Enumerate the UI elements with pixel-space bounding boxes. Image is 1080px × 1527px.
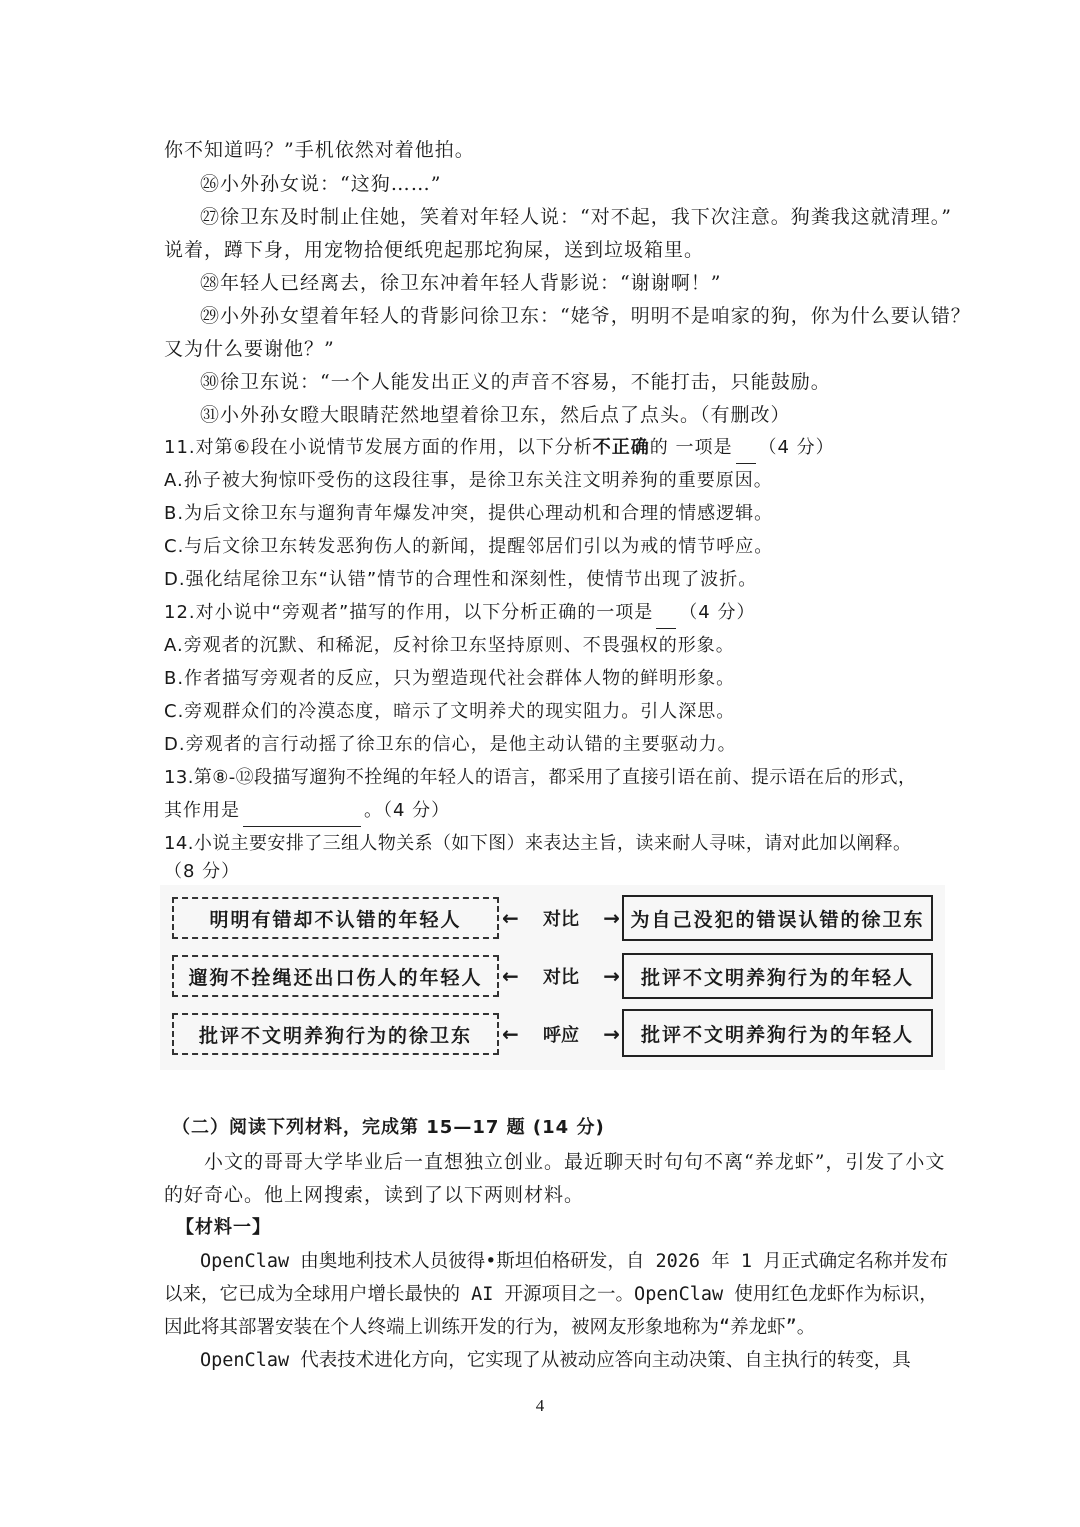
material-1-line1: OpenClaw 由奥地利技术人员彼得•斯坦伯格研发，自 2026 年 1 月正式确定名称并发布 <box>200 1251 949 1272</box>
diagram-right-box-3: 批评不文明养狗行为的年轻人 <box>622 1009 933 1057</box>
diagram-left-box-2: 遛狗不拴绳还出口伤人的年轻人 <box>172 955 499 997</box>
question-12-option-d: D.旁观者的言行动摇了徐卫东的信心，是他主动认错的主要驱动力。 <box>164 734 737 755</box>
answer-blank[interactable] <box>736 441 756 464</box>
diagram-relation-label-2: 对比 <box>543 967 579 988</box>
material-1-line3: 因此将其部署安装在个人终端上训练开发的行为，被网友形象地称为“养龙虾”。 <box>164 1317 816 1338</box>
question-12-score: （4 分） <box>679 602 756 623</box>
section-2-intro-line1: 小文的哥哥大学毕业后一直想独立创业。最近聊天时句句不离“养龙虾”，引发了小文 <box>204 1151 946 1173</box>
section-2-intro-line2: 的好奇心。他上网搜索，读到了以下两则材料。 <box>164 1184 585 1206</box>
question-11-stem <box>164 432 934 464</box>
story-paragraph-29-line2: 又为什么要谢他？” <box>164 338 335 360</box>
page-number: 4 <box>535 1396 545 1415</box>
diagram-left-box-1: 明明有错却不认错的年轻人 <box>172 897 499 939</box>
diagram-left-box-3: 批评不文明养狗行为的徐卫东 <box>172 1013 499 1055</box>
question-13-score: 。（4 分） <box>364 800 451 821</box>
arrow-right-icon: → <box>603 964 620 988</box>
question-12-option-c: C.旁观群众们的冷漠态度，暗示了文明养犬的现实阻力。引人深思。 <box>164 701 736 722</box>
question-13-line2 <box>164 795 934 827</box>
story-paragraph-28: ㉘年轻人已经离去，徐卫东冲着年轻人背影说：“谢谢啊！” <box>200 272 722 294</box>
story-paragraph-25-end: 你不知道吗？”手机依然对着他拍。 <box>164 139 475 161</box>
section-2-title: （二）阅读下列材料，完成第 15—17 题 (14 分) <box>172 1117 605 1138</box>
arrow-left-icon: ← <box>502 964 519 988</box>
question-12-option-a: A.旁观者的沉默、和稀泥，反衬徐卫东坚持原则、不畏强权的形象。 <box>164 635 735 656</box>
question-14-line1: 14.小说主要安排了三组人物关系（如下图）来表达主旨，读来耐人寻味，请对此加以阐释。 <box>164 833 912 854</box>
question-12-stem <box>164 597 934 629</box>
diagram-relation-3 <box>502 1013 620 1055</box>
diagram-relation-1 <box>502 897 620 939</box>
question-13-line1: 13.第⑧-⑫段描写遛狗不拴绳的年轻人的语言，都采用了直接引语在前、提示语在后的形式， <box>164 767 917 788</box>
question-11-emphasis: 不正确 <box>592 437 650 458</box>
question-11-option-b: B.为后文徐卫东与遛狗青年爆发冲突，提供心理动机和合理的情感逻辑。 <box>164 503 774 524</box>
question-11-option-a: A.孙子被大狗惊吓受伤的这段往事，是徐卫东关注文明养狗的重要原因。 <box>164 470 773 491</box>
answer-blank[interactable] <box>243 804 361 827</box>
story-paragraph-27-line1: ㉗徐卫东及时制止住她，笑着对年轻人说：“对不起，我下次注意。狗粪我这就清理。” <box>200 206 952 228</box>
material-1-line4: OpenClaw 代表技术进化方向，它实现了从被动应答向主动决策、自主执行的转变，具 <box>200 1350 911 1371</box>
material-1-title: 【材料一】 <box>176 1217 271 1238</box>
question-14-score: （8 分） <box>164 861 241 882</box>
diagram-relation-2 <box>502 955 620 997</box>
material-1-line2: 以来，它已成为全球用户增长最快的 AI 开源项目之一。OpenClaw 使用红色龙虾作为标识， <box>164 1284 938 1305</box>
question-12-stem-text: 12.对小说中“旁观者”描写的作用，以下分析正确的一项是 <box>164 602 654 623</box>
question-11-score: （4 分） <box>758 437 835 458</box>
answer-blank[interactable] <box>656 606 676 629</box>
arrow-right-icon: → <box>603 1022 620 1046</box>
diagram-relation-label-3: 呼应 <box>543 1025 579 1046</box>
arrow-left-icon: ← <box>502 1022 519 1046</box>
question-11-option-c: C.与后文徐卫东转发恶狗伤人的新闻，提醒邻居们引以为戒的情节呼应。 <box>164 536 774 557</box>
story-paragraph-31: ㉛小外孙女瞪大眼睛茫然地望着徐卫东，然后点了点头。（有删改） <box>200 404 791 426</box>
story-paragraph-26: ㉖小外孙女说：“这狗……” <box>200 173 442 195</box>
story-paragraph-29-line1: ㉙小外孙女望着年轻人的背影问徐卫东：“姥爷，明明不是咱家的狗，你为什么要认错？ <box>200 305 971 327</box>
question-12-option-b: B.作者描写旁观者的反应，只为塑造现代社会群体人物的鲜明形象。 <box>164 668 736 689</box>
question-13-prompt: 其作用是 <box>164 800 240 821</box>
question-11-option-d: D.强化结尾徐卫东“认错”情节的合理性和深刻性，使情节出现了波折。 <box>164 569 758 590</box>
diagram-right-box-1: 为自己没犯的错误认错的徐卫东 <box>622 895 933 941</box>
arrow-left-icon: ← <box>502 906 519 930</box>
diagram-right-box-2: 批评不文明养狗行为的年轻人 <box>622 953 933 999</box>
story-paragraph-27-line2: 说着，蹲下身，用宠物拾便纸兜起那坨狗屎，送到垃圾箱里。 <box>164 239 705 261</box>
arrow-right-icon: → <box>603 906 620 930</box>
question-11-stem-text: 11.对第⑥段在小说情节发展方面的作用，以下分析 <box>164 437 593 458</box>
question-11-stem-tail: 的 一项是 <box>649 437 733 458</box>
story-paragraph-30: ㉚徐卫东说：“一个人能发出正义的声音不容易，不能打击，只能鼓励。 <box>200 371 831 393</box>
diagram-relation-label-1: 对比 <box>543 909 579 930</box>
